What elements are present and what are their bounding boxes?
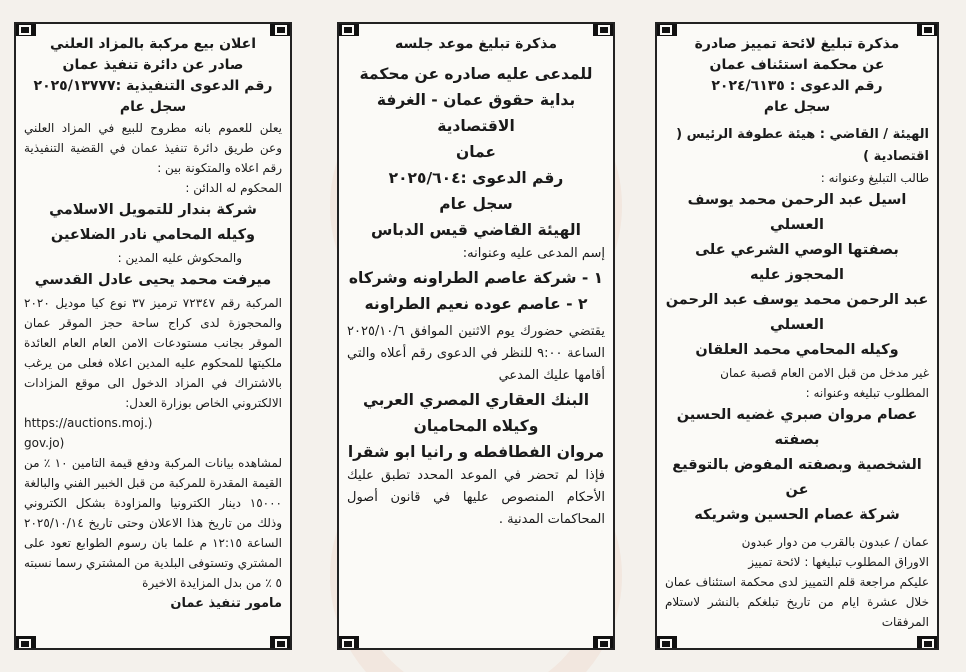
creditor-label: المحكوم له الدائن : bbox=[185, 181, 282, 195]
notice-body: عليكم مراجعة قلم التمييز لدى محكمة استئناف عمان خلال عشرة ايام من تاريخ تبلغكم بالنشر لاستلام المرفقات bbox=[665, 575, 929, 629]
corner-ornament-icon bbox=[917, 22, 939, 36]
lawyers-label: وكيلاه المحاميان bbox=[413, 417, 539, 435]
requester-label: طالب التبليغ وعنوانه : bbox=[820, 171, 929, 185]
corner-ornament-icon bbox=[337, 22, 359, 36]
registry: سجل عام bbox=[439, 195, 513, 213]
auction-url bbox=[24, 413, 282, 433]
plaintiff: البنك العقاري المصري العربي bbox=[362, 391, 590, 409]
warning-body: فإذا لم تحضر في الموعد المحدد تطبق عليك الأحكام المنصوص عليها في قانون أصول المحاكمات المدنية . bbox=[347, 468, 605, 527]
corner-ornament-icon bbox=[270, 22, 292, 36]
corner-ornament-icon bbox=[655, 22, 677, 36]
panel-judge: الهيئة / القاضي : هيئة عطوفة الرئيس ( اقتصادية ) bbox=[676, 127, 929, 164]
notice-title: اعلان بيع مركبة بالمزاد العلني bbox=[49, 36, 257, 52]
note: غير مدخل من قبل الامن العام قصبة عمان bbox=[720, 366, 929, 380]
corner-ornament-icon bbox=[14, 636, 36, 650]
notice-title: مذكرة تبليغ لائحة تمييز صادرة bbox=[694, 36, 900, 52]
corner-ornament-icon bbox=[337, 636, 359, 650]
vehicle-body: المركبة رقم ٧٢٣٤٧ ترميز ٣٧ نوع كيا موديل ٢٠٢٠ والمحجوزة لدى كراج ساحة حجز الموقر عمان الموقر بجانب مستودعات الامن العام العام العائدة ملكيتها للمحكوم عليه المدين اعلاه فعلى من يرغب بالاشتراك في المزاد الدخول الى موقع المزادات الالكتروني الخاص بوزارة العدل: bbox=[24, 296, 282, 410]
registry: سجل عام bbox=[119, 99, 187, 115]
creditor-lawyer: وكيله المحامي نادر الضلاعين bbox=[50, 227, 256, 243]
notice-hearing bbox=[337, 22, 615, 650]
lawyers: مروان الفطافطه و رانيا ابو شقرا bbox=[347, 443, 605, 461]
url-part-2: gov.jo) bbox=[24, 436, 65, 450]
registry: سجل عام bbox=[763, 99, 831, 115]
case-number: رقم الدعوى :٢٠٢٥/٦٠٤ bbox=[388, 169, 564, 187]
judge: الهيئة القاضي قيس الدباس bbox=[371, 221, 581, 239]
defendant-2: ٢ - عاصم عوده نعيم الطراونه bbox=[364, 295, 588, 313]
papers: الاوراق المطلوب تبليغها : لائحة تمييز bbox=[748, 555, 929, 569]
intro: يعلن للعموم بانه مطروح للبيع في المزاد العلني وعن طريق دائرة تنفيذ عمان في القضية التنفيذية رقم اعلاه والمتكونة بين : bbox=[24, 121, 282, 175]
notice-title: مذكرة تبليغ موعد جلسه bbox=[394, 36, 558, 52]
defendant-1: ١ - شركة عاصم الطراونه وشركاه bbox=[348, 269, 604, 287]
notified-role: الشخصية وبصفته المفوض بالتوقيع عن bbox=[672, 457, 922, 498]
corner-ornament-icon bbox=[917, 636, 939, 650]
city: عمان bbox=[455, 143, 497, 161]
ward-name-cont: العسلي bbox=[770, 317, 824, 333]
notified-label: المطلوب تبليغه وعنوانه : bbox=[805, 386, 929, 400]
notice-subtitle: للمدعى عليه صادره عن محكمة bbox=[359, 65, 593, 83]
notice-appeal bbox=[655, 22, 939, 650]
requester-role: بصفتها الوصي الشرعي على المحجوز عليه bbox=[695, 242, 899, 283]
corner-ornament-icon bbox=[593, 22, 615, 36]
debtor: ميرفت محمد يحيى عادل القدسي bbox=[34, 272, 272, 288]
auction-terms: لمشاهده بيانات المركبة ودفع قيمة التامين ١٠ ٪ من القيمة المقدرة للمركبة من قبل الخبير الفني والبالغة ١٥٠٠٠ دينار الكترونيا والمزاودة بشكل الكتروني وذلك من تاريخ هذا الاعلان وحتى تاريخ ٢٠٢٥/١٠/١٤ الساعة ١٢:١٥ م علما بان رسوم الطوابع تعود على المشتري وتستوفى البلدية من المشتري رسما نسبته ٥ ٪ من بدل المزايدة الاخيرة bbox=[24, 456, 282, 590]
creditor: شركة بندار للتمويل الاسلامي bbox=[49, 202, 257, 218]
url-part-1: https://auctions.moj.) bbox=[24, 416, 153, 430]
corner-ornament-icon bbox=[593, 636, 615, 650]
notified-name: عصام مروان صبري غضيه الحسين بصفته bbox=[676, 407, 918, 448]
lawyer-name: وكيله المحامي محمد العلقان bbox=[695, 342, 899, 358]
case-number: رقم الدعوى التنفيذية :٢٠٢٥/١٣٧٧٧ bbox=[33, 78, 273, 94]
notice-auction bbox=[14, 22, 292, 650]
case-number: رقم الدعوى : ٢٠٢٤/٦١٣٥ bbox=[711, 78, 883, 94]
corner-ornament-icon bbox=[655, 636, 677, 650]
corner-ornament-icon bbox=[270, 636, 292, 650]
auction-url-domain bbox=[24, 433, 282, 453]
address: عمان / عبدون بالقرب من دوار عبدون bbox=[741, 535, 929, 549]
notice-subtitle: صادر عن دائرة تنفيذ عمان bbox=[62, 57, 244, 73]
signature: مامور تنفيذ عمان bbox=[170, 596, 282, 611]
corner-ornament-icon bbox=[14, 22, 36, 36]
debtor-label: والمحكوش عليه المدين : bbox=[117, 251, 242, 265]
defendant-label: إسم المدعى عليه وعنوانه: bbox=[462, 246, 605, 261]
company-name: شركة عصام الحسين وشريكه bbox=[694, 507, 900, 523]
requester-name: اسيل عبد الرحمن محمد يوسف العسلي bbox=[687, 192, 907, 233]
court-name: بداية حقوق عمان - الغرفة الاقتصادية bbox=[376, 91, 576, 135]
hearing-body: يقتضي حضورك يوم الاثنين الموافق ٢٠٢٥/١٠/٦ الساعة ٩:٠٠ للنظر في الدعوى رقم أعلاه والتي أقامها عليك المدعي bbox=[347, 324, 605, 383]
ward-name: عبد الرحمن محمد يوسف عبد الرحمن bbox=[665, 292, 929, 308]
notice-subtitle: عن محكمة استئناف عمان bbox=[709, 57, 885, 73]
